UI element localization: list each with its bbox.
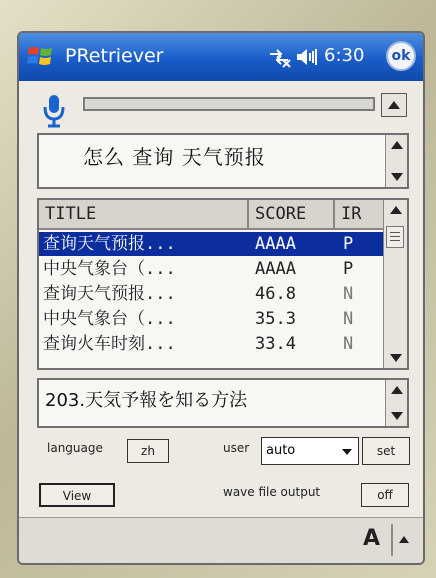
scroll-down-button[interactable]: [386, 406, 407, 426]
arrow-up-icon: [399, 536, 409, 543]
scroll-down-button[interactable]: [384, 348, 407, 368]
query-scrollbar[interactable]: [385, 135, 407, 187]
arrow-up-icon: [391, 386, 403, 394]
connectivity-icon[interactable]: [267, 46, 291, 68]
query-text: 怎么 查询 天气预报: [83, 145, 266, 169]
user-select-value: auto: [266, 443, 296, 458]
result-row-3[interactable]: [39, 282, 385, 306]
chevron-down-icon: [342, 449, 352, 455]
bottom-command-bar: [19, 517, 423, 564]
result-row-1[interactable]: [39, 232, 385, 256]
result-title: 查询天气预报...: [43, 284, 176, 304]
language-button[interactable]: zh: [127, 439, 169, 463]
input-panel-toggle[interactable]: [399, 536, 409, 543]
set-button[interactable]: set: [362, 437, 410, 465]
query-textbox[interactable]: [37, 133, 409, 189]
result-ir: P: [343, 259, 354, 279]
results-list[interactable]: [37, 198, 409, 370]
result-score: 46.8: [255, 284, 296, 304]
wave-output-label: wave file output: [223, 485, 321, 499]
arrow-up-icon: [390, 206, 402, 214]
arrow-up-icon: [388, 101, 400, 109]
result-title: 中央气象台（...: [43, 309, 176, 329]
result-row-5[interactable]: [39, 332, 385, 356]
result-row-4[interactable]: [39, 307, 385, 331]
translation-text: 203.天気予報を知る方法: [45, 390, 248, 411]
translation-scrollbar[interactable]: [385, 380, 407, 426]
user-select[interactable]: [261, 437, 359, 465]
divider: [391, 524, 393, 556]
result-ir: N: [343, 334, 354, 354]
clock-time: 6:30: [324, 45, 365, 66]
arrow-up-icon: [391, 141, 403, 149]
wave-output-toggle[interactable]: off: [361, 483, 409, 507]
ok-button[interactable]: ok: [386, 41, 416, 71]
column-header-ir[interactable]: IR: [335, 200, 385, 230]
results-scrollbar[interactable]: [383, 200, 407, 368]
result-title: 查询火车时刻...: [43, 334, 176, 354]
scroll-up-button[interactable]: [386, 380, 407, 400]
result-ir: N: [343, 309, 354, 329]
title-bar: [19, 33, 423, 81]
speaker-icon[interactable]: [295, 46, 319, 68]
result-row-2[interactable]: [39, 257, 385, 281]
user-label: user: [223, 441, 250, 455]
language-label: language: [47, 441, 103, 455]
result-title: 查询天气预报...: [43, 234, 176, 254]
scroll-thumb[interactable]: [386, 226, 404, 248]
level-up-button[interactable]: [381, 93, 407, 117]
result-ir: P: [343, 234, 354, 254]
input-method-label[interactable]: A: [363, 526, 381, 551]
column-header-title[interactable]: TITLE: [39, 200, 249, 230]
arrow-down-icon: [391, 173, 403, 181]
result-score: AAAA: [255, 259, 296, 279]
microphone-icon[interactable]: [41, 93, 67, 129]
scroll-down-button[interactable]: [386, 167, 407, 187]
result-score: 33.4: [255, 334, 296, 354]
windows-start-icon[interactable]: [27, 43, 53, 69]
column-header-score[interactable]: SCORE: [249, 200, 335, 230]
view-button[interactable]: View: [39, 483, 115, 507]
result-score: 35.3: [255, 309, 296, 329]
translation-textbox[interactable]: [37, 378, 409, 428]
result-score: AAAA: [255, 234, 296, 254]
result-ir: N: [343, 284, 354, 304]
scroll-up-button[interactable]: [384, 200, 407, 220]
app-title: PRetriever: [65, 45, 164, 67]
audio-level-bar: [83, 97, 375, 111]
result-title: 中央气象台（...: [43, 259, 176, 279]
scroll-up-button[interactable]: [386, 135, 407, 155]
arrow-down-icon: [391, 412, 403, 420]
device-screen: [17, 31, 425, 565]
arrow-down-icon: [390, 354, 402, 362]
